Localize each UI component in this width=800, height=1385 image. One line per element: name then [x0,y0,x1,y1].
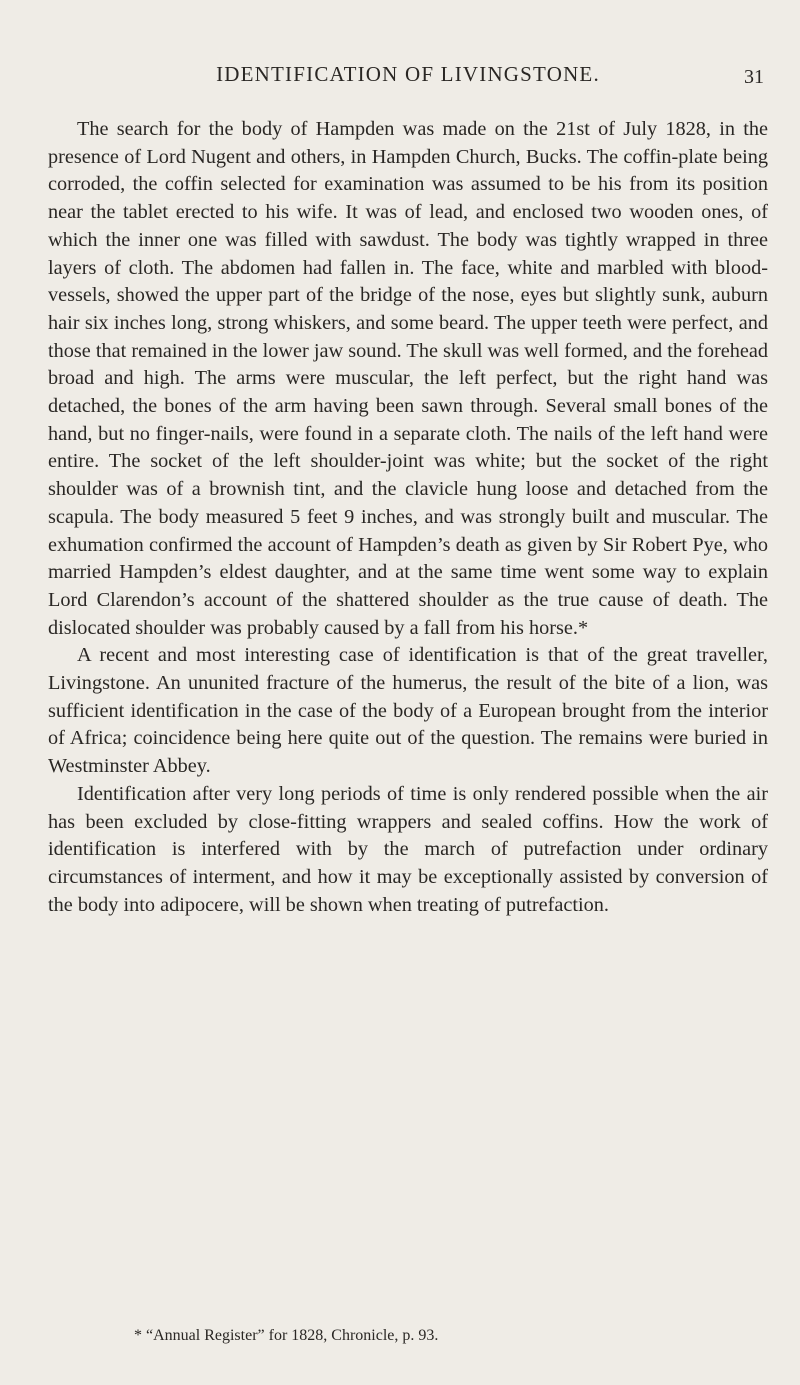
paragraph-livingstone: A recent and most interesting case of identification is that of the great traveller, Livingstone. An ununited fracture of the humerus, the result of the bite of a lion, was sufficient identification in the case of the body of a European brought from the interior of Africa; coincidence being here quite out of the question. The remains were buried in Westminster Abbey. [48,644,768,778]
paragraph-hampden: The search for the body of Hampden was made on the 21st of July 1828, in the presence of Lord Nugent and others, in Hampden Church, Bucks. The coffin-plate being corroded, the coffin selected for examination was assumed to be his from its position near the tablet erected to his wife. It was of lead, and enclosed two wooden ones, of which the inner one was filled with sawdust. The body was tightly wrapped in three layers of cloth. The abdomen had fallen in. The face, white and marbled with blood-vessels, showed the upper part of the bridge of the nose, eyes but slightly sunk, auburn hair six inches long, strong whiskers, and some beard. The upper teeth were perfect, and those that remained in the lower jaw sound. The skull was well formed, and the forehead broad and high. The arms were muscular, the left perfect, but the right hand was detached, the bones of the arm having been sawn through. Several small bones of the hand, but no finger-nails, were found in a separate cloth. The nails of the left hand were entire. The socket of the left shoulder-joint was white; but the socket of the right shoulder was of a brownish tint, and the clavicle hung loose and detached from the scapula. The body measured 5 feet 9 inches, and was strongly built and muscular. The exhumation confirmed the account of Hampden’s death as given by Sir Robert Pye, who married Hampden’s eldest daughter, and at the same time went some way to explain Lord Clarendon’s account of the shattered shoulder as the true cause of death. The dislocated shoulder was probably caused by a fall from his horse.* [48,118,768,639]
footnote: * “Annual Register” for 1828, Chronicle, p. 93. [134,1327,439,1344]
page-header [48,62,768,92]
page-number: 31 [744,66,764,88]
body-text [48,116,768,919]
paragraph-identification: Identification after very long periods of time is only rendered possible when the air has been excluded by close-fitting wrappers and sealed coffins. How the work of identification is interfered with by the march of putrefaction under ordinary circumstances of interment, and how it may be exceptionally assisted by conversion of the body into adipocere, will be shown when treating of putrefaction. [48,782,768,916]
running-head: IDENTIFICATION OF LIVINGSTONE. [216,62,600,86]
book-page [48,0,768,1385]
